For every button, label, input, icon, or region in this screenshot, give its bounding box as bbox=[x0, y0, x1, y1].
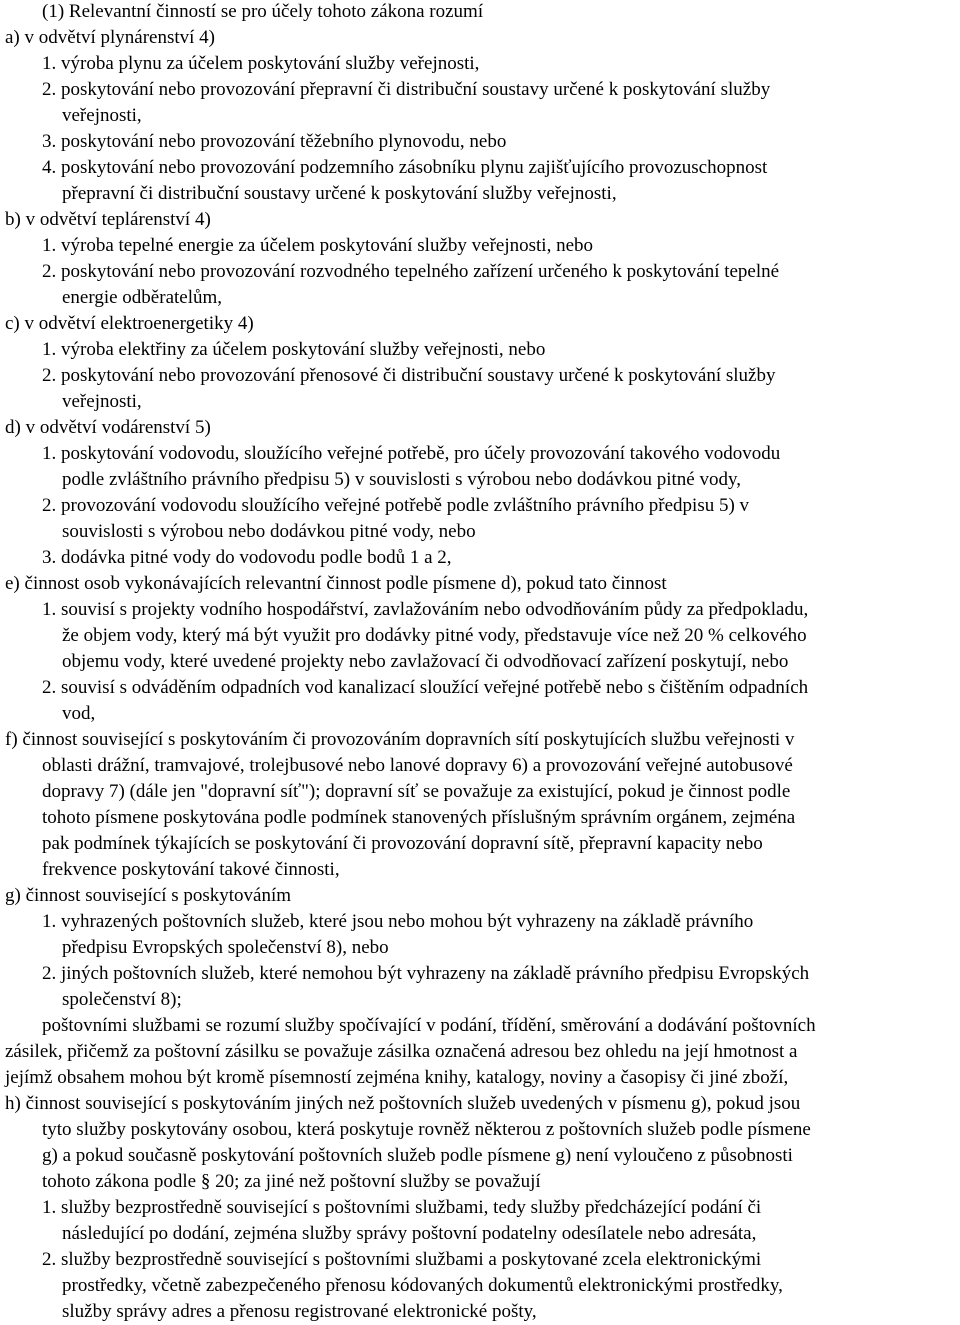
text-line: následující po dodání, zejména služby správy poštovní podatelny odesílatele nebo adresáta, bbox=[62, 1223, 757, 1244]
text-line: 2. poskytování nebo provozování přenosové či distribuční soustavy určené k poskytování služby bbox=[42, 365, 776, 386]
text-line: a) v odvětví plynárenství 4) bbox=[5, 27, 216, 48]
text-line: tyto služby poskytovány osobou, která poskytuje rovněž některou z poštovních služeb podle písmene bbox=[42, 1119, 811, 1140]
text-line: frekvence poskytování takové činnosti, bbox=[42, 859, 340, 880]
text-line: veřejnosti, bbox=[62, 391, 142, 412]
text-line: 1. vyhrazených poštovních služeb, které jsou nebo mohou být vyhrazeny na základě právního bbox=[42, 911, 754, 932]
text-line: předpisu Evropských společenství 8), nebo bbox=[62, 937, 389, 958]
text-line: b) v odvětví teplárenství 4) bbox=[5, 209, 211, 230]
text-line: e) činnost osob vykonávajících relevantní činnost podle písmene d), pokud tato činnost bbox=[5, 573, 667, 594]
text-line: poštovními službami se rozumí služby spočívající v podání, třídění, směrování a dodávání poštovních bbox=[42, 1015, 816, 1036]
text-line: souvislosti s výrobou nebo dodávkou pitné vody, nebo bbox=[62, 521, 476, 542]
text-line: 1. výroba plynu za účelem poskytování služby veřejnosti, bbox=[42, 53, 480, 74]
text-line: 2. poskytování nebo provozování rozvodného tepelného zařízení určeného k poskytování tepelné bbox=[42, 261, 780, 282]
text-line: objemu vody, které uvedené projekty nebo zavlažovací či odvodňovací zařízení poskytují, nebo bbox=[62, 651, 789, 672]
text-line: 2. služby bezprostředně související s poštovními službami a poskytované zcela elektronickými bbox=[42, 1249, 762, 1270]
text-line: tohoto písmene poskytována podle podmínek stanovených příslušným správním orgánem, zejména bbox=[42, 807, 796, 828]
text-line: jejímž obsahem mohou být kromě písemností zejména knihy, katalogy, noviny a časopisy či jiné zboží, bbox=[5, 1067, 789, 1088]
text-line: veřejnosti, bbox=[62, 105, 142, 126]
text-line: oblasti drážní, tramvajové, trolejbusové nebo lanové dopravy 6) a provozování veřejné autobusové bbox=[42, 755, 793, 776]
text-line: f) činnost související s poskytováním či provozováním dopravních sítí poskytujících službu veřejnosti v bbox=[5, 729, 795, 750]
text-line: dopravy 7) (dále jen "dopravní síť"); dopravní síť se považuje za existující, pokud je činnost podle bbox=[42, 781, 791, 802]
text-line: d) v odvětví vodárenství 5) bbox=[5, 417, 211, 438]
text-line: že objem vody, který má být využit pro dodávky pitné vody, představuje více než 20 % celkového bbox=[62, 625, 807, 646]
text-line: (1) Relevantní činností se pro účely tohoto zákona rozumí bbox=[42, 1, 484, 22]
text-line: 1. výroba tepelné energie za účelem poskytování služby veřejnosti, nebo bbox=[42, 235, 593, 256]
text-line: g) činnost související s poskytováním bbox=[5, 885, 292, 906]
text-line: pak podmínek týkajících se poskytování či provozování dopravní sítě, přepravní kapacity nebo bbox=[42, 833, 763, 854]
text-line: 1. poskytování vodovodu, sloužícího veřejné potřebě, pro účely provozování takového vodovodu bbox=[42, 443, 781, 464]
text-line: 4. poskytování nebo provozování podzemního zásobníku plynu zajišťujícího provozuschopnost bbox=[42, 157, 768, 178]
text-line: 2. souvisí s odváděním odpadních vod kanalizací sloužící veřejné potřebě nebo s čištěním odpadních bbox=[42, 677, 809, 698]
text-line: c) v odvětví elektroenergetiky 4) bbox=[5, 313, 254, 334]
text-line: energie odběratelům, bbox=[62, 287, 223, 308]
text-line: 1. souvisí s projekty vodního hospodářství, zavlažováním nebo odvodňováním půdy za předpokladu, bbox=[42, 599, 809, 620]
text-line: vod, bbox=[62, 703, 96, 724]
text-line: 2. poskytování nebo provozování přepravní či distribuční soustavy určené k poskytování služby bbox=[42, 79, 771, 100]
text-line: služby správy adres a přenosu registrované elektronické pošty, bbox=[62, 1301, 537, 1322]
text-line: přepravní či distribuční soustavy určené k poskytování služby veřejnosti, bbox=[62, 183, 617, 204]
text-line: 1. služby bezprostředně související s poštovními službami, tedy služby předcházející podání či bbox=[42, 1197, 762, 1218]
text-line: prostředky, včetně zabezpečeného přenosu kódovaných dokumentů elektronickými prostředky, bbox=[62, 1275, 783, 1296]
text-line: společenství 8); bbox=[62, 989, 182, 1010]
text-line: zásilek, přičemž za poštovní zásilku se považuje zásilka označená adresou bez ohledu na její hmotnost a bbox=[5, 1041, 798, 1062]
text-line: 3. poskytování nebo provozování těžebního plynovodu, nebo bbox=[42, 131, 507, 152]
text-line: 2. jiných poštovních služeb, které nemohou být vyhrazeny na základě právního předpisu Evropských bbox=[42, 963, 810, 984]
text-line: 2. provozování vodovodu sloužícího veřejné potřebě podle zvláštního právního předpisu 5) v bbox=[42, 495, 750, 516]
text-line: g) a pokud současně poskytování poštovních služeb podle písmene g) není vyloučeno z působnosti bbox=[42, 1145, 793, 1166]
text-line: podle zvláštního právního předpisu 5) v souvislosti s výrobou nebo dodávkou pitné vody, bbox=[62, 469, 741, 490]
text-line: 1. výroba elektřiny za účelem poskytování služby veřejnosti, nebo bbox=[42, 339, 546, 360]
text-line: 3. dodávka pitné vody do vodovodu podle bodů 1 a 2, bbox=[42, 547, 452, 568]
text-line: h) činnost související s poskytováním jiných než poštovních služeb uvedených v písmenu g), pokud jsou bbox=[5, 1093, 801, 1114]
text-line: tohoto zákona podle § 20; za jiné než poštovní služby se považují bbox=[42, 1171, 541, 1192]
